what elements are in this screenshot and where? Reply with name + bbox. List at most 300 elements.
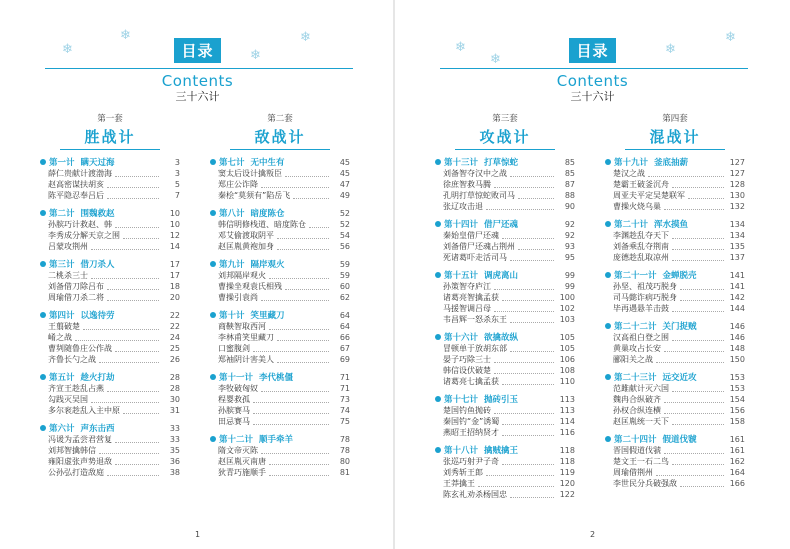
- toc-entry-link[interactable]: [605, 332, 745, 343]
- section-name: 隔岸观火: [250, 260, 285, 270]
- entry-page: 31: [169, 406, 180, 415]
- section-page: 45: [339, 157, 350, 167]
- dot-leader: [510, 345, 554, 352]
- entry-title: 刘备乘乱夺荆南: [613, 242, 669, 251]
- dot-leader: [277, 334, 329, 341]
- section-page: 28: [169, 372, 180, 382]
- entry-page: 25: [169, 344, 180, 353]
- section-number: 第二十二计: [614, 322, 657, 332]
- dot-leader: [664, 396, 724, 403]
- dot-leader: [107, 385, 159, 392]
- bullet-icon: [435, 334, 441, 340]
- toc-entry-link[interactable]: [40, 405, 180, 416]
- toc-entry-link[interactable]: [435, 292, 575, 303]
- toc-entry-link[interactable]: [435, 303, 575, 314]
- section-page: 105: [559, 332, 575, 342]
- dot-leader: [91, 243, 159, 250]
- entry-title: 韩信明修栈道、暗度陈仓: [218, 220, 306, 229]
- bullet-icon: [435, 221, 441, 227]
- snowflake-icon: ❄: [725, 30, 736, 45]
- section-name: 金蝉脱壳: [662, 271, 697, 281]
- section-number: 第十八计: [444, 446, 479, 456]
- section-heading-link[interactable]: [210, 309, 350, 321]
- dot-leader: [253, 345, 329, 352]
- toc-entry-link[interactable]: [605, 190, 745, 201]
- bullet-icon: [40, 210, 46, 216]
- section-heading-link[interactable]: [605, 269, 745, 281]
- section-name: 声东击西: [80, 424, 115, 434]
- entry-title: 李世民分兵破强敌: [613, 479, 677, 488]
- entry-title: 庞德趁乱取凉州: [613, 253, 669, 262]
- dot-leader: [293, 192, 329, 199]
- section-number: 第七计: [219, 158, 245, 168]
- entry-title: 二桃杀三士: [48, 271, 88, 280]
- entry-title: 楚汉之战: [613, 169, 645, 178]
- snowflake-icon: ❄: [120, 28, 131, 43]
- entry-page: 22: [169, 322, 180, 331]
- section-page: 22: [169, 310, 180, 320]
- toc-entry-link[interactable]: [605, 354, 745, 365]
- section-heading-link[interactable]: [40, 156, 180, 168]
- entry-page: 74: [339, 406, 350, 415]
- toc-entry-link[interactable]: [435, 201, 575, 212]
- dot-leader: [115, 345, 159, 352]
- dot-leader: [518, 243, 554, 250]
- section-page: 146: [729, 321, 745, 331]
- toc-entry-link[interactable]: [435, 478, 575, 489]
- dot-leader: [672, 305, 724, 312]
- snowflake-icon: ❄: [300, 30, 311, 45]
- toc-entry-link[interactable]: [435, 190, 575, 201]
- toc-entry-link[interactable]: [605, 456, 745, 467]
- toc-entry-link[interactable]: [210, 230, 350, 241]
- dot-leader: [261, 294, 329, 301]
- section-name: 釜底抽薪: [654, 158, 689, 168]
- entry-title: 狄青巧施顺手: [218, 468, 266, 477]
- section-heading-link[interactable]: [40, 371, 180, 383]
- toc-entry-link[interactable]: [40, 343, 180, 354]
- toc-entry-link[interactable]: [435, 314, 575, 325]
- toc-entry-link[interactable]: [605, 303, 745, 314]
- toc-entry-link[interactable]: [435, 376, 575, 387]
- entry-page: 62: [339, 293, 350, 302]
- entry-title: 黄巢攻占长安: [613, 344, 661, 353]
- toc-entry-link[interactable]: [210, 168, 350, 179]
- toc-entry-link[interactable]: [605, 292, 745, 303]
- entry-page: 116: [559, 428, 575, 437]
- entry-title: 汉高祖白登之围: [613, 333, 669, 342]
- entry-title: 魏冉合纵破齐: [613, 395, 661, 404]
- entry-page: 56: [339, 242, 350, 251]
- entry-title: 燕昭王招纳贤才: [443, 428, 499, 437]
- toc-entry-link[interactable]: [40, 456, 180, 467]
- toc-entry-link[interactable]: [435, 343, 575, 354]
- toc-entry-link[interactable]: [210, 445, 350, 456]
- dot-leader: [261, 385, 329, 392]
- toc-entry-link[interactable]: [605, 230, 745, 241]
- dot-leader: [494, 181, 554, 188]
- toc-entry-link[interactable]: [210, 394, 350, 405]
- dot-leader: [115, 436, 159, 443]
- section-heading-link[interactable]: [435, 218, 575, 230]
- dot-leader: [253, 396, 329, 403]
- entry-page: 17: [169, 271, 180, 280]
- section-heading-link[interactable]: [40, 258, 180, 270]
- section-heading-link[interactable]: [210, 156, 350, 168]
- entry-page: 113: [559, 406, 575, 415]
- entry-title: 多尔衮趁乱入主中原: [48, 406, 120, 415]
- section-name: 以逸待劳: [80, 311, 115, 321]
- toc-entry-link[interactable]: [210, 343, 350, 354]
- section-page: 141: [729, 270, 745, 280]
- toc-entry-link[interactable]: [435, 405, 575, 416]
- section-name: 李代桃僵: [259, 373, 294, 383]
- dot-leader: [285, 283, 329, 290]
- entry-title: 李林甫笑里藏刀: [218, 333, 274, 342]
- entry-title: 赵匡胤黄袍加身: [218, 242, 274, 251]
- section-heading-link[interactable]: [605, 433, 745, 445]
- section-number: 第十七计: [444, 395, 479, 405]
- section-name: 假道伐虢: [662, 435, 697, 445]
- dot-leader: [99, 356, 159, 363]
- section-heading-link[interactable]: [435, 269, 575, 281]
- toc-entry-link[interactable]: [210, 219, 350, 230]
- toc-entry-link[interactable]: [210, 179, 350, 190]
- toc-entry-link[interactable]: [435, 365, 575, 376]
- entry-title: 隋文帝灭陈: [218, 446, 258, 455]
- dot-leader: [672, 385, 724, 392]
- toc-entry-link[interactable]: [605, 405, 745, 416]
- section-heading-link[interactable]: [210, 371, 350, 383]
- section-name: 调虎离山: [484, 271, 519, 281]
- section-page: 99: [564, 270, 575, 280]
- entry-page: 87: [564, 180, 575, 189]
- toc-entry-link[interactable]: [605, 252, 745, 263]
- entry-page: 5: [174, 180, 180, 189]
- dot-leader: [269, 458, 329, 465]
- dot-leader: [502, 458, 554, 465]
- toc-entry-link[interactable]: [605, 383, 745, 394]
- section-name: 顺手牵羊: [259, 435, 294, 445]
- dot-leader: [107, 181, 159, 188]
- entry-page: 69: [339, 355, 350, 364]
- section-page: 118: [559, 445, 575, 455]
- entry-page: 150: [729, 355, 745, 364]
- toc-title: 目录: [569, 38, 615, 63]
- toc-entry-link[interactable]: [210, 332, 350, 343]
- dot-leader: [253, 407, 329, 414]
- entry-title: 郑庄公诈降: [218, 180, 258, 189]
- dot-leader: [502, 232, 554, 239]
- section-heading-link[interactable]: [40, 309, 180, 321]
- section-heading-link[interactable]: [40, 422, 180, 434]
- toc-entry-link[interactable]: [435, 241, 575, 252]
- entry-title: 秦始皇借尸还魂: [443, 231, 499, 240]
- toc-entry-link[interactable]: [605, 478, 745, 489]
- toc-entry-link[interactable]: [605, 179, 745, 190]
- toc-entry-link[interactable]: [210, 467, 350, 478]
- toc-entry-link[interactable]: [40, 354, 180, 365]
- dot-leader: [494, 407, 554, 414]
- dot-leader: [518, 192, 554, 199]
- toc-entry-link[interactable]: [40, 190, 180, 201]
- entry-page: 134: [729, 231, 745, 240]
- header-rule: [45, 68, 353, 69]
- entry-title: 冯谖为孟尝君营复: [48, 435, 112, 444]
- entry-title: 晏子巧除三士: [443, 355, 491, 364]
- entry-title: 马援智调吕母: [443, 304, 491, 313]
- toc-entry-link[interactable]: [435, 416, 575, 427]
- section-number: 第六计: [49, 424, 75, 434]
- entry-page: 99: [564, 282, 575, 291]
- entry-page: 130: [729, 191, 745, 200]
- section-heading-link[interactable]: [605, 320, 745, 332]
- toc-column-set-2: [210, 112, 350, 484]
- toc-section: [210, 309, 350, 365]
- dot-leader: [107, 283, 159, 290]
- section-page: 92: [564, 219, 575, 229]
- dot-leader: [115, 458, 159, 465]
- entry-page: 166: [729, 479, 745, 488]
- section-number: 第十九计: [614, 158, 649, 168]
- entry-title: 诸葛亮智擒孟获: [443, 293, 499, 302]
- toc-section: [605, 156, 745, 212]
- entry-page: 14: [169, 242, 180, 251]
- toc-entry-link[interactable]: [210, 354, 350, 365]
- entry-page: 153: [729, 384, 745, 393]
- entry-page: 144: [729, 304, 745, 313]
- toc-entry-link[interactable]: [40, 241, 180, 252]
- entry-page: 47: [339, 180, 350, 189]
- section-number: 第三计: [49, 260, 75, 270]
- entry-title: 刘备借尸还魂占荆州: [443, 242, 515, 251]
- bullet-icon: [40, 312, 46, 318]
- section-heading-link[interactable]: [435, 393, 575, 405]
- entry-page: 102: [559, 304, 575, 313]
- section-heading-link[interactable]: [605, 156, 745, 168]
- toc-entry-link[interactable]: [40, 434, 180, 445]
- entry-page: 105: [559, 344, 575, 353]
- entry-page: 24: [169, 333, 180, 342]
- toc-entry-link[interactable]: [605, 394, 745, 405]
- dot-leader: [123, 232, 159, 239]
- entry-title: 曹操坐观袁氏相残: [218, 282, 282, 291]
- section-name: 围魏救赵: [80, 209, 115, 219]
- set-rule: [60, 149, 160, 150]
- section-name: 欲擒故纵: [484, 333, 519, 343]
- toc-section: [435, 156, 575, 212]
- set-label: 第一套: [97, 114, 123, 124]
- toc-entry-link[interactable]: [40, 230, 180, 241]
- toc-entry-link[interactable]: [40, 179, 180, 190]
- toc-entry-link[interactable]: [435, 467, 575, 478]
- entry-title: 周瑜借荆州: [613, 468, 653, 477]
- toc-entry-link[interactable]: [435, 168, 575, 179]
- entry-page: 59: [339, 271, 350, 280]
- toc-entry-link[interactable]: [605, 201, 745, 212]
- section-heading-link[interactable]: [605, 218, 745, 230]
- section-number: 第十三计: [444, 158, 479, 168]
- entry-page: 100: [559, 293, 575, 302]
- toc-section: [605, 218, 745, 263]
- section-page: 10: [169, 208, 180, 218]
- dot-leader: [277, 356, 329, 363]
- entry-page: 30: [169, 395, 180, 404]
- toc-entry-link[interactable]: [40, 321, 180, 332]
- toc-section: [605, 269, 745, 314]
- toc-section: [210, 433, 350, 478]
- dot-leader: [115, 170, 159, 177]
- entry-page: 64: [339, 322, 350, 331]
- section-heading-link[interactable]: [605, 371, 745, 383]
- toc-entry-link[interactable]: [210, 405, 350, 416]
- entry-page: 33: [169, 435, 180, 444]
- dot-leader: [680, 283, 724, 290]
- bullet-icon: [435, 447, 441, 453]
- toc-entry-link[interactable]: [210, 281, 350, 292]
- bullet-icon: [605, 272, 611, 278]
- toc-entry-link[interactable]: [40, 292, 180, 303]
- entry-page: 38: [169, 468, 180, 477]
- toc-entry-link[interactable]: [605, 467, 745, 478]
- toc-entry-link[interactable]: [435, 456, 575, 467]
- set-rule: [230, 149, 330, 150]
- toc-entry-link[interactable]: [435, 281, 575, 292]
- dot-leader: [672, 232, 724, 239]
- set-title: 胜战计: [84, 128, 136, 146]
- toc-entry-link[interactable]: [210, 456, 350, 467]
- bullet-icon: [40, 159, 46, 165]
- set-label: 第二套: [267, 114, 293, 124]
- section-page: 85: [564, 157, 575, 167]
- entry-page: 164: [729, 468, 745, 477]
- entry-title: 赵匡胤灭南唐: [218, 457, 266, 466]
- section-number: 第四计: [49, 311, 75, 321]
- section-name: 远交近攻: [662, 373, 697, 383]
- bullet-icon: [605, 374, 611, 380]
- toc-entry-link[interactable]: [210, 292, 350, 303]
- entry-page: 75: [339, 417, 350, 426]
- section-page: 3: [174, 157, 180, 167]
- toc-entry-link[interactable]: [210, 270, 350, 281]
- toc-entry-link[interactable]: [605, 416, 745, 427]
- toc-entry-link[interactable]: [40, 394, 180, 405]
- dot-leader: [494, 283, 554, 290]
- entry-page: 162: [729, 457, 745, 466]
- toc-entry-link[interactable]: [435, 179, 575, 190]
- dot-leader: [510, 491, 554, 498]
- dot-leader: [672, 334, 724, 341]
- entry-page: 154: [729, 395, 745, 404]
- toc-entry-link[interactable]: [40, 168, 180, 179]
- toc-entry-link[interactable]: [40, 281, 180, 292]
- toc-entry-link[interactable]: [40, 332, 180, 343]
- toc-entry-link[interactable]: [435, 252, 575, 263]
- dot-leader: [478, 480, 554, 487]
- dot-leader: [83, 323, 159, 330]
- entry-title: 韩信设伏破楚: [443, 366, 491, 375]
- dot-leader: [510, 254, 554, 261]
- toc-entry-link[interactable]: [40, 467, 180, 478]
- section-heading-link[interactable]: [210, 433, 350, 445]
- dot-leader: [648, 170, 724, 177]
- dot-leader: [664, 407, 724, 414]
- toc-entry-link[interactable]: [40, 445, 180, 456]
- entry-title: 郦阳关之战: [613, 355, 653, 364]
- entry-title: 王莽擒王: [443, 479, 475, 488]
- bullet-icon: [210, 312, 216, 318]
- toc-entry-link[interactable]: [605, 343, 745, 354]
- entry-page: 120: [559, 479, 575, 488]
- contents-label: Contents: [556, 72, 629, 90]
- toc-entry-link[interactable]: [605, 168, 745, 179]
- toc-subtitle: 三十六计: [175, 90, 220, 103]
- section-heading-link[interactable]: [435, 156, 575, 168]
- entry-title: 王翦破楚: [48, 322, 80, 331]
- toc-entry-link[interactable]: [435, 354, 575, 365]
- section-number: 第十二计: [219, 435, 254, 445]
- toc-section: [605, 433, 745, 489]
- dot-leader: [502, 378, 554, 385]
- section-heading-link[interactable]: [40, 207, 180, 219]
- section-heading-link[interactable]: [210, 258, 350, 270]
- entry-title: 张辽攻击退: [443, 202, 483, 211]
- section-number: 第十五计: [444, 271, 479, 281]
- entry-title: 张巡巧射尹子奇: [443, 457, 499, 466]
- toc-section: [435, 218, 575, 263]
- entry-page: 88: [564, 191, 575, 200]
- entry-title: 田忌赛马: [218, 417, 250, 426]
- entry-title: 刘备借刀除吕布: [48, 282, 104, 291]
- toc-entry-link[interactable]: [605, 281, 745, 292]
- section-heading-link[interactable]: [435, 331, 575, 343]
- bullet-icon: [40, 261, 46, 267]
- entry-page: 114: [559, 417, 575, 426]
- section-heading-link[interactable]: [435, 444, 575, 456]
- section-page: 71: [339, 372, 350, 382]
- dot-leader: [510, 170, 554, 177]
- dot-leader: [494, 367, 554, 374]
- toc-entry-link[interactable]: [210, 416, 350, 427]
- dot-leader: [502, 429, 554, 436]
- toc-entry-link[interactable]: [210, 241, 350, 252]
- toc-entry-link[interactable]: [210, 383, 350, 394]
- entry-page: 35: [169, 446, 180, 455]
- entry-title: 公孙弘打造敌庭: [48, 468, 104, 477]
- dot-leader: [510, 316, 554, 323]
- dot-leader: [91, 396, 159, 403]
- section-heading-link[interactable]: [210, 207, 350, 219]
- entry-title: 孙权合纵连横: [613, 406, 661, 415]
- entry-title: 曹操火烧乌巢: [613, 202, 661, 211]
- entry-title: 孙膑赛马: [218, 406, 250, 415]
- toc-entry-link[interactable]: [435, 230, 575, 241]
- toc-entry-link[interactable]: [435, 427, 575, 438]
- entry-page: 60: [339, 282, 350, 291]
- dot-leader: [75, 334, 159, 341]
- toc-entry-link[interactable]: [40, 219, 180, 230]
- toc-entry-link[interactable]: [210, 190, 350, 201]
- toc-entry-link[interactable]: [40, 383, 180, 394]
- entry-title: 孙策智夺庐江: [443, 282, 491, 291]
- toc-entry-link[interactable]: [605, 241, 745, 252]
- toc-entry-link[interactable]: [210, 321, 350, 332]
- toc-entry-link[interactable]: [40, 270, 180, 281]
- toc-entry-link[interactable]: [435, 489, 575, 500]
- toc-entry-link[interactable]: [605, 445, 745, 456]
- toc-section: [605, 371, 745, 427]
- entry-page: 161: [729, 446, 745, 455]
